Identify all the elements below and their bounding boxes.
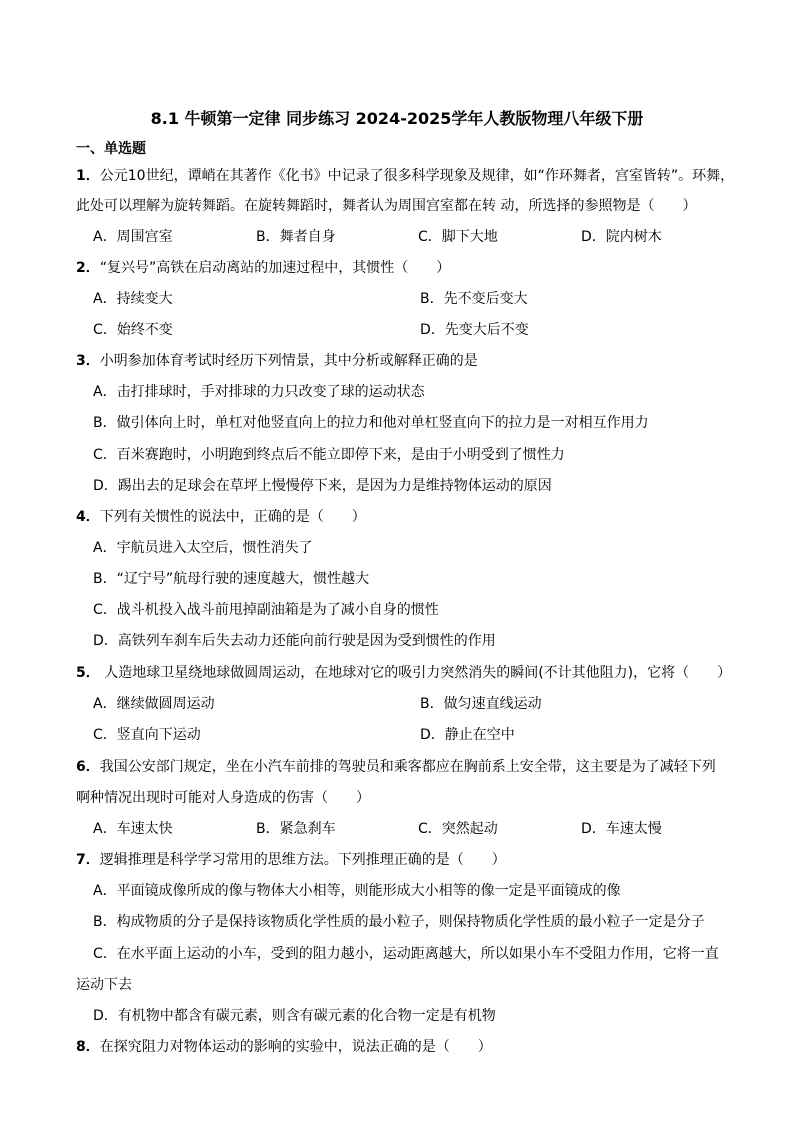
option-b: B．做引体向上时，单杠对他竖直向上的拉力和他对单杠竖直向下的拉力是一对相互作用力 <box>93 415 649 431</box>
option-c: C．在水平面上运动的小车，受到的阻力越小，运动距离越大，所以如果小车不受阻力作用，它将一直 <box>93 946 719 962</box>
question-number: 2． <box>76 260 100 276</box>
option-d: D．静止在空中 <box>420 727 515 743</box>
option-c: C．脚下大地 <box>418 229 498 245</box>
question-6 <box>76 757 716 777</box>
question-text: “复兴号”高铁在启动离站的加速过程中，其惯性（ ） <box>99 260 451 276</box>
page-title: 8.1 牛顿第一定律 同步练习 2024-2025学年人教版物理八年级下册 <box>150 109 644 128</box>
option-d: D．院内树木 <box>581 229 662 245</box>
option-a: A．宇航员进入太空后，惯性消失了 <box>93 540 313 556</box>
option-b: B．舞者自身 <box>256 229 336 245</box>
option-a: A．继续做圆周运动 <box>93 696 215 712</box>
question-4 <box>76 507 366 527</box>
option-a: A．持续变大 <box>93 291 173 307</box>
question-number: 3． <box>76 353 100 369</box>
option-c: C．突然起动 <box>418 821 498 837</box>
option-d: D．有机物中都含有碳元素，则含有碳元素的化合物一定是有机物 <box>93 1008 496 1024</box>
question-text: 公元10世纪，谭峭在其著作《化书》中记录了很多科学现象及规律，如“作环舞者，宫室皆转”。环舞， <box>99 168 735 184</box>
question-5 <box>76 663 731 683</box>
question-text-continued: 此处可以理解为旋转舞蹈。在旋转舞蹈时，舞者认为周围宫室都在转 动，所选择的参照物是（ ） <box>76 198 697 214</box>
question-text: 小明参加体育考试时经历下列情景，其中分析或解释正确的是 <box>99 353 478 369</box>
question-text: 下列有关惯性的说法中，正确的是（ ） <box>99 509 366 525</box>
question-number: 8． <box>76 1039 100 1055</box>
option-c: C．始终不变 <box>93 322 173 338</box>
option-b: B．构成物质的分子是保持该物质化学性质的最小粒子，则保持物质化学性质的最小粒子一定是分子 <box>93 914 705 930</box>
option-c: C．竖直向下运动 <box>93 727 201 743</box>
option-d: D．踢出去的足球会在草坪上慢慢停下来，是因为力是维持物体运动的原因 <box>93 478 552 494</box>
question-number: 6． <box>76 759 100 775</box>
question-8 <box>76 1037 492 1057</box>
option-c: C．百米赛跑时，小明跑到终点后不能立即停下来，是由于小明受到了惯性力 <box>93 447 565 463</box>
question-3 <box>76 351 478 371</box>
option-a: A．击打排球时，手对排球的力只改变了球的运动状态 <box>93 384 425 400</box>
option-d: D．高铁列车刹车后失去动力还能向前行驶是因为受到惯性的作用 <box>93 633 496 649</box>
question-number: 5． <box>76 665 100 681</box>
option-c: C．战斗机投入战斗前甩掉副油箱是为了减小自身的惯性 <box>93 602 439 618</box>
question-number: 1． <box>76 168 100 184</box>
question-number: 4． <box>76 509 100 525</box>
question-number: 7． <box>76 852 100 868</box>
option-b: B．“辽宁号”航母行驶的速度越大，惯性越大 <box>93 571 370 587</box>
option-d: D．车速太慢 <box>581 821 662 837</box>
option-a: A．平面镜成像所成的像与物体大小相等，则能形成大小相等的像一定是平面镜成的像 <box>93 883 621 899</box>
question-text: 逻辑推理是科学学习常用的思维方法。下列推理正确的是（ ） <box>99 852 506 868</box>
question-text: 人造地球卫星绕地球做圆周运动，在地球对它的吸引力突然消失的瞬间(不计其他阻力)，它将（ ） <box>99 665 732 681</box>
question-7 <box>76 850 506 870</box>
question-text: 我国公安部门规定，坐在小汽车前排的驾驶员和乘客都应在胸前系上安全带，这主要是为了减轻下列 <box>99 759 716 775</box>
question-1 <box>76 166 734 186</box>
option-b: B．做匀速直线运动 <box>420 696 542 712</box>
option-a: A．周围宫室 <box>93 229 173 245</box>
question-text-continued: 啊种情况出现时可能对人身造成的伤害（ ） <box>76 790 370 806</box>
option-b: B．紧急刹车 <box>256 821 336 837</box>
question-2 <box>76 258 450 278</box>
question-text: 在探究阻力对物体运动的影响的实验中，说法正确的是（ ） <box>99 1039 492 1055</box>
option-d: D．先变大后不变 <box>420 322 529 338</box>
option-a: A．车速太快 <box>93 821 173 837</box>
option-c-continued: 运动下去 <box>76 977 132 993</box>
section-heading: 一、单选题 <box>76 141 146 157</box>
option-b: B．先不变后变大 <box>420 291 528 307</box>
